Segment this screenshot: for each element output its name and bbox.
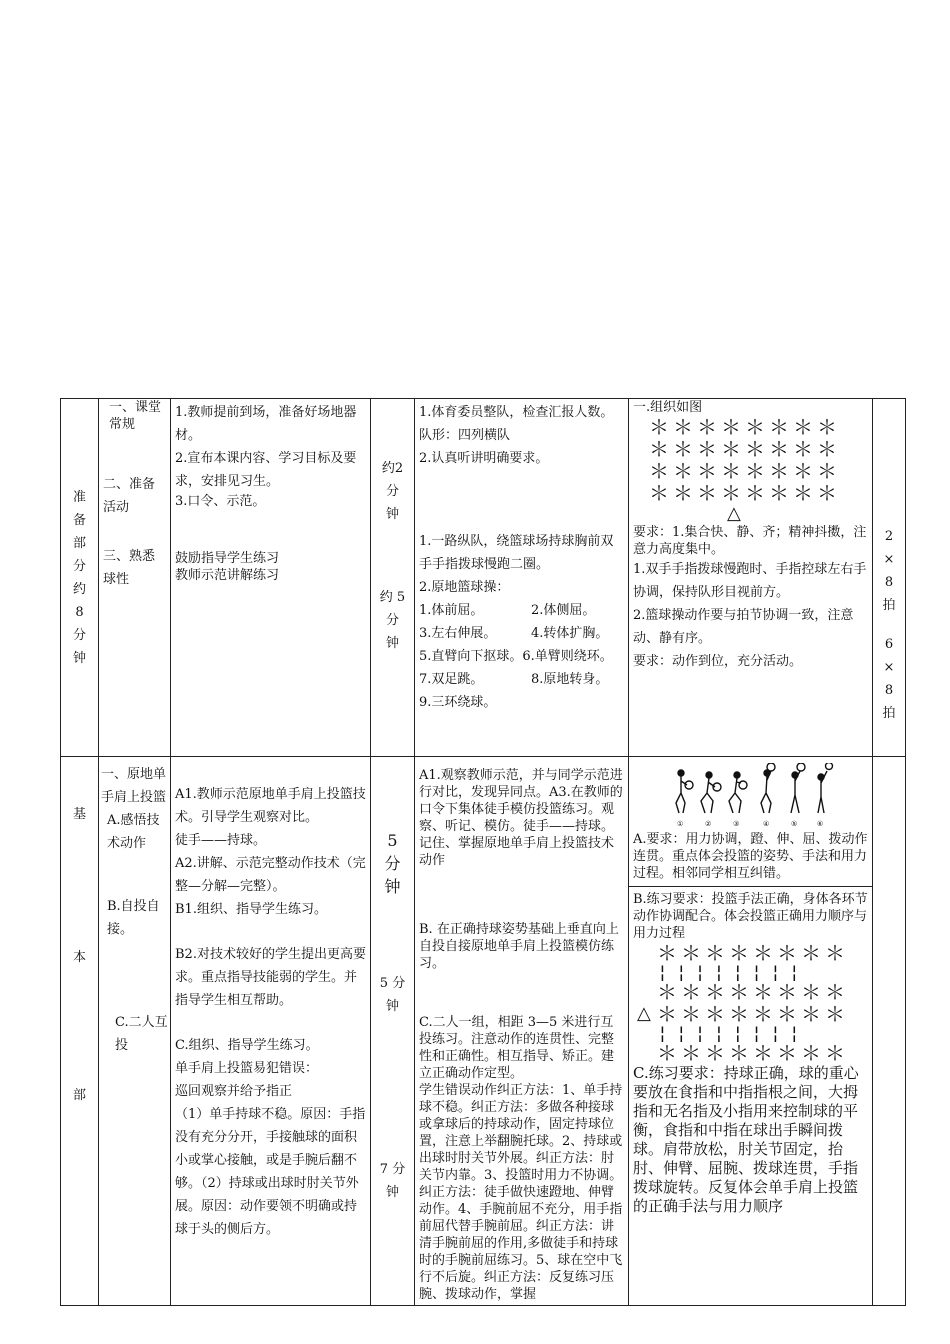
prep-item-warmup: 二、准备活动 bbox=[103, 477, 156, 515]
player-silhouette bbox=[701, 772, 721, 813]
player-silhouette bbox=[676, 770, 693, 813]
main-row bbox=[61, 757, 906, 1306]
student-step: 1.体育委员整队，检查汇报人数。队形：四列横队 bbox=[419, 405, 614, 443]
prep-student-activity bbox=[415, 399, 629, 757]
beats-warmup: 2 × 8 拍 bbox=[882, 529, 896, 613]
prep-item-routine: 一、课堂常规 bbox=[109, 400, 162, 432]
student-row: ＊＊＊＊＊＊＊＊ bbox=[657, 1002, 849, 1026]
player-silhouette bbox=[729, 772, 747, 813]
prep-section-title: 准 备 部 分 约 8 分 钟 bbox=[61, 399, 99, 757]
student-row: ＊＊＊＊＊＊＊＊ bbox=[649, 459, 841, 483]
time-pair: 7 分 钟 bbox=[379, 1162, 406, 1200]
org-requirement: 要求：动作到位，充分活动。 bbox=[633, 654, 803, 669]
org-requirement: C.练习要求：持球正确，球的重心要放在食指和中指指根之间，大拇指和无名指及小指用来控制球的平衡，食指和中指在球出手瞬间拨球。肩带放松，肘关节固定，抬肘、伸臂、屈腕、拨球连贯，手指拨球旋转。反复体会单手肩上投篮的正确手法与用力顺序 bbox=[633, 1064, 859, 1215]
figure-label: ⑤ bbox=[790, 820, 797, 828]
student-step: 1.一路纵队，绕篮球场持球胸前双手手指拨球慢跑二圈。 bbox=[419, 534, 614, 572]
teacher-triangle-icon: △ bbox=[727, 503, 741, 524]
main-item-shooting: 一、原地单手肩上投篮 bbox=[101, 767, 167, 805]
pair-link-row: ¦¦¦¦¦¦¦¦ bbox=[657, 1023, 808, 1044]
teacher-step: 鼓励指导学生练习 bbox=[175, 551, 280, 566]
main-item-feel: A.感悟技术动作 bbox=[107, 813, 160, 851]
student-step: A1.观察教师示范，并与同学示范进行对比，发现异同点。A3.在教师的口令下集体徒手模仿投篮练习。观察、听记、模仿。徒手——持球。记住、掌握原地单手肩上投篮技术动作 bbox=[419, 768, 623, 868]
teacher-step: 2.宣布本课内容、学习目标及要求，安排见习生。 bbox=[175, 451, 357, 489]
student-step: 2.认真听讲明确要求。 bbox=[419, 451, 549, 466]
org-requirement: A.要求：用力协调，蹬、伸、屈、拨动作连贯。重点体会投篮的姿势、手法和用力过程。相邻同学相互纠错。 bbox=[633, 832, 868, 881]
teacher-step: A1.教师示范原地单手肩上投篮技术。引导学生观察对比。 bbox=[175, 787, 366, 825]
org-requirement: 2.篮球操动作要与拍节协调一致，注意动、静有序。 bbox=[633, 608, 854, 646]
player-silhouette bbox=[791, 763, 805, 813]
formation-diagram bbox=[633, 416, 868, 524]
main-content bbox=[99, 757, 171, 1306]
org-requirement: 1.双手手指拨球慢跑时、手指控球左右手协调，保持队形目视前方。 bbox=[633, 562, 867, 600]
time-self-toss: 5 分 钟 bbox=[379, 976, 406, 1014]
prep-time bbox=[371, 399, 415, 757]
prep-organization bbox=[629, 399, 873, 757]
main-item-pair-shooting: C.二人互投 bbox=[115, 1015, 168, 1053]
main-student-activity bbox=[415, 757, 629, 1306]
figure-label: ⑥ bbox=[816, 820, 823, 828]
teacher-error-list: （1）单手持球不稳。原因：手指没有充分分开，手接触球的面积小或掌心接触，或是手腕后翻不够。（2）持球或出球时肘关节外展。原因：动作要领不明确或持球于头的侧后方。 bbox=[175, 1107, 366, 1237]
student-row: ＊＊＊＊＊＊＊＊ bbox=[649, 415, 841, 439]
teacher-step: B1.组织、指导学生练习。 bbox=[175, 902, 327, 917]
org-requirement: B.练习要求：投篮手法正确，身体各环节动作协调配合。体会投篮正确用力顺序与用力过程 bbox=[633, 892, 868, 941]
figure-label: ③ bbox=[732, 820, 739, 828]
student-row: ＊＊＊＊＊＊＊＊ bbox=[649, 481, 841, 505]
prep-repetitions bbox=[873, 399, 906, 757]
prep-teacher-activity bbox=[171, 399, 371, 757]
teacher-step: 教师示范讲解练习 bbox=[175, 568, 280, 583]
student-step: 5.直臂向下抠球。6.单臂则绕环。 bbox=[419, 649, 613, 664]
student-row: ＊＊＊＊＊＊＊＊ bbox=[649, 437, 841, 461]
teacher-step: 1.教师提前到场，准备好场地器材。 bbox=[175, 405, 357, 443]
student-step: C.二人一组，相距 3—5 米进行互投练习。注意动作的连贯性、完整性和正确性。相互指导、矫正。建立正确动作定型。 bbox=[419, 1015, 615, 1081]
student-row: ＊＊＊＊＊＊＊＊ bbox=[657, 941, 849, 965]
pair-link-row: ¦¦¦¦¦¦¦¦ bbox=[657, 962, 808, 983]
exercise-row: 7.双足跳。 8.原地转身。 bbox=[419, 672, 609, 687]
player-silhouette bbox=[818, 763, 833, 813]
teacher-step: C.组织、指导学生练习。 bbox=[175, 1038, 319, 1053]
exercise-row: 1.体前屈。 2.体侧屈。 bbox=[419, 603, 596, 618]
teacher-step: B2.对技术较好的学生提出更高要求。重点指导技能弱的学生。并指导学生相互帮助。 bbox=[175, 947, 366, 1008]
student-step: 2.原地篮球操： bbox=[419, 580, 510, 595]
main-repetitions bbox=[873, 757, 906, 1306]
main-item-self-toss: B.自投自接。 bbox=[107, 899, 160, 937]
exercise-row: 3.左右伸展。 4.转体扩胸。 bbox=[419, 626, 609, 641]
org-title: 一.组织如图 bbox=[633, 400, 703, 415]
teacher-step: 单手肩上投篮易犯错误： bbox=[175, 1061, 319, 1076]
time-ball: 约 5 分 钟 bbox=[379, 590, 406, 651]
student-error-corrections: 学生错误动作纠正方法：1、单手持球不稳。纠正方法：多做各种接球或拿球后的持球动作，固定持球位置，注意上举翻腕托球。2、持球或出球时肘关节外展。纠正方法：肘关节内靠。3、投篮时用力不协调。纠正方法：徒手做快速蹬地、伸臂动作。4、手腕前屈不充分，用手指前屈代替手腕前屈。纠正方法：讲清手腕前屈的作用,多做徒手和持球时的手腕前屈练习。5、球在空中飞行不后旋。纠正方法：反复练习压腕、拨球动作，掌握 bbox=[419, 1083, 623, 1302]
player-silhouette bbox=[761, 763, 775, 813]
teacher-step: 3.口令、示范。 bbox=[175, 494, 266, 509]
student-step: B. 在正确持球姿势基础上垂直向上自投自接原地单手肩上投篮模仿练习。 bbox=[419, 922, 619, 971]
figure-label: ② bbox=[704, 820, 711, 828]
prep-row bbox=[61, 399, 906, 757]
main-section-title: 基 本 部 bbox=[61, 757, 99, 1306]
student-row: ＊＊＊＊＊＊＊＊ bbox=[657, 1041, 849, 1065]
prep-item-ball-familiarity: 三、熟悉球性 bbox=[103, 549, 156, 587]
teacher-triangle-icon: △ bbox=[637, 1003, 651, 1024]
main-organization bbox=[629, 757, 873, 1306]
time-warmup: 约2 分 钟 bbox=[381, 461, 404, 522]
figure-label: ④ bbox=[762, 820, 769, 828]
main-time bbox=[371, 757, 415, 1306]
student-step: 9.三环绕球。 bbox=[419, 695, 497, 710]
beats-ball: 6 × 8 拍 bbox=[882, 637, 896, 721]
student-row: ＊＊＊＊＊＊＊＊ bbox=[657, 980, 849, 1004]
prep-content bbox=[99, 399, 171, 757]
teacher-step: A2.讲解、示范完整动作技术（完整—分解—完整）。 bbox=[175, 856, 366, 894]
lesson-plan-table bbox=[60, 398, 906, 1306]
pair-formation-diagram bbox=[633, 942, 868, 1064]
main-teacher-activity bbox=[171, 757, 371, 1306]
teacher-step: 巡回观察并给予指正 bbox=[175, 1084, 293, 1099]
figure-label: ① bbox=[676, 820, 683, 828]
org-requirement: 要求：1.集合快、静、齐；精神抖擞，注意力高度集中。 bbox=[633, 525, 867, 557]
time-feel: 5 分 钟 bbox=[384, 831, 401, 896]
shooting-sequence-figure bbox=[667, 763, 835, 829]
teacher-step: 徒手——持球。 bbox=[175, 833, 267, 848]
